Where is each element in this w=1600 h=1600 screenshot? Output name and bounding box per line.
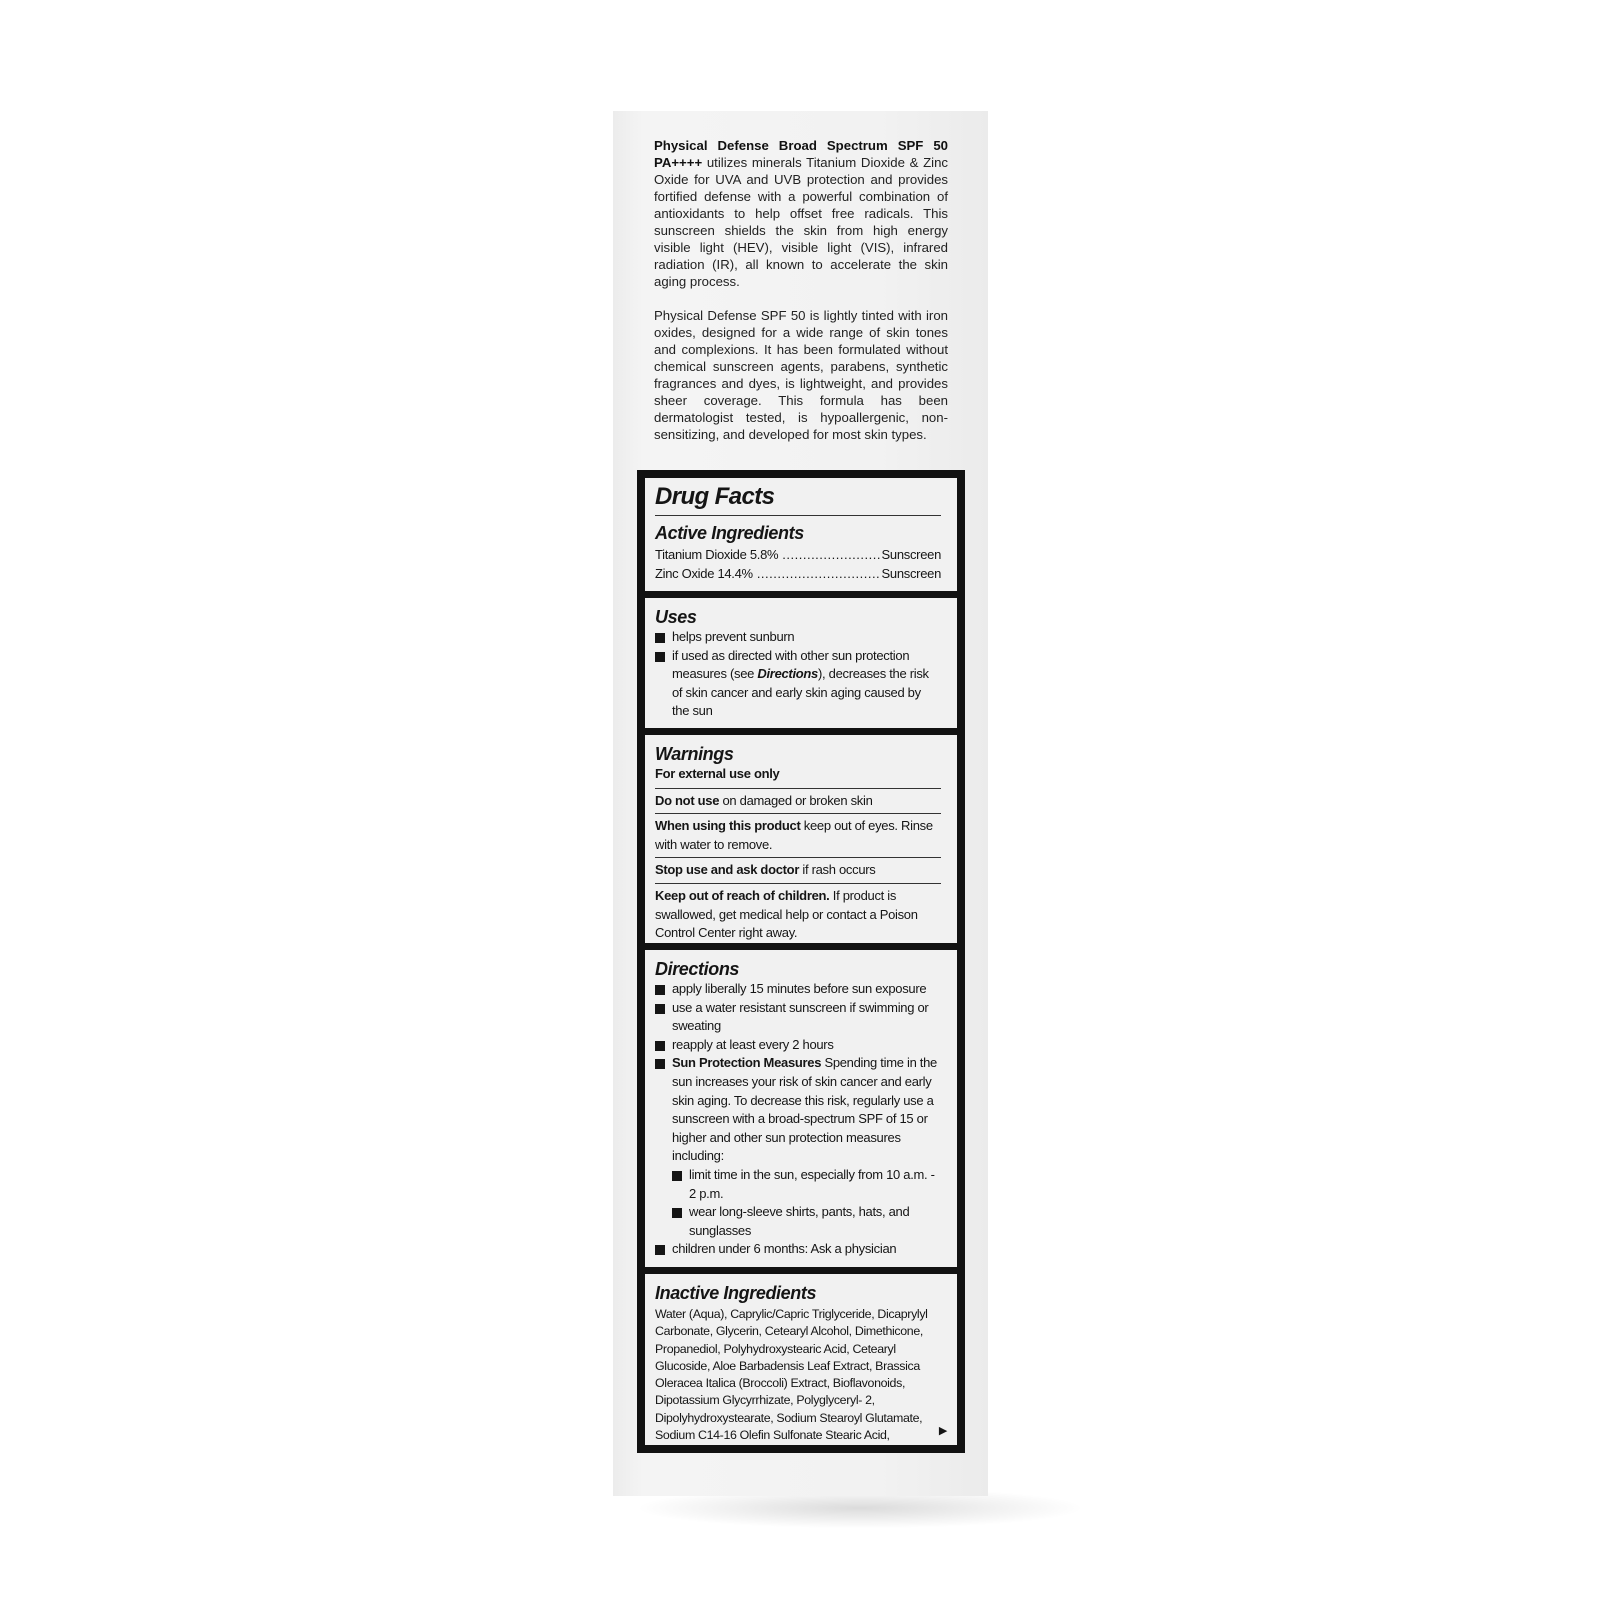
- uses-item: helps prevent sunburn: [655, 628, 941, 647]
- uses-item-text: if used as directed with other sun protection measures (see: [672, 647, 910, 682]
- product-name: Physical Defense Broad Spectrum SPF 50 PA++++: [654, 138, 948, 170]
- warning-text: If product is swallowed, get medical help or contact a Poison Control Center right away.: [655, 887, 918, 941]
- uses-title: Uses: [655, 607, 697, 627]
- product-description: [654, 137, 948, 443]
- directions-item: reapply at least every 2 hours: [655, 1036, 941, 1055]
- warning-text: keep out of eyes. Rinse with water to remove.: [655, 818, 933, 852]
- uses-item: [655, 647, 941, 721]
- warning-heading: Do not use: [655, 792, 720, 808]
- external-use-warning: For external use only: [655, 766, 780, 781]
- leader-dots: [757, 565, 881, 584]
- warning-heading: Stop use and ask doctor: [655, 862, 800, 878]
- leader-dots: [782, 546, 880, 565]
- continue-arrow-icon: ▶: [938, 1425, 947, 1437]
- uses-panel: [645, 598, 957, 728]
- description-paragraph-1: [654, 137, 948, 290]
- warning-text: on damaged or broken skin: [719, 792, 873, 808]
- directions-subitem: limit time in the sun, especially from 10 a.m. - 2 p.m.: [655, 1166, 941, 1203]
- active-ingredients-panel: [645, 478, 957, 591]
- sun-protection-heading: Sun Protection Measures: [672, 1055, 822, 1071]
- drug-facts-label: [637, 470, 965, 1453]
- description-text-1: utilizes minerals Titanium Dioxide & Zinc Oxide for UVA and UVB protection and provides fortified defense with a powerful combination of antioxidants to help offset free radicals. This sunscreen shields the skin from high energy visible light (HEV), visible light (VIS), infrared radiation (IR), all known to accelerate the skin aging process.: [654, 155, 948, 289]
- directions-title: Directions: [655, 959, 740, 979]
- warnings-panel: [645, 735, 957, 943]
- inactive-ingredients-title: Inactive Ingredients: [655, 1283, 817, 1303]
- directions-subitem: wear long-sleeve shirts, pants, hats, and sunglasses: [655, 1203, 941, 1240]
- directions-item: [655, 1054, 941, 1166]
- directions-item: apply liberally 15 minutes before sun exposure: [655, 980, 941, 999]
- ingredient-purpose: Sunscreen: [881, 547, 941, 562]
- directions-item: use a water resistant sunscreen if swimming or sweating: [655, 999, 941, 1036]
- keep-out-of-reach-warning: [655, 883, 941, 943]
- directions-item-text: Spending time in the sun increases your risk of skin cancer and early skin aging. To decrease this risk, regularly use a sunscreen with a broad-spectrum SPF of 15 or higher and other sun protection measures including:: [672, 1055, 937, 1164]
- stop-use-warning: [655, 857, 941, 880]
- ingredient-name: Zinc Oxide 14.4%: [655, 565, 753, 581]
- directions-panel: [645, 950, 957, 1267]
- warning-text: if rash occurs: [799, 862, 876, 878]
- description-paragraph-2: Physical Defense SPF 50 is lightly tinted with iron oxides, designed for a wide range of skin tones and complexions. It has been formulated without chemical sunscreen agents, parabens, synthetic fragrances and dyes, is lightweight, and provides sheer coverage. This formula has been dermatologist tested, is hypoallergenic, non-sensitizing, and developed for most skin types.: [654, 308, 948, 442]
- warning-heading: Keep out of reach of children.: [655, 887, 830, 903]
- inactive-ingredients-list: Water (Aqua), Caprylic/Capric Triglyceride, Dicaprylyl Carbonate, Glycerin, Cetearyl Alcohol, Dimethicone, Propanediol, Polyhydroxystearic Acid, Cetearyl Glucoside, Aloe Barbadensis Leaf Extract, Brassica Oleracea Italica (Broccoli) Extract, Bioflavonoids, Dipotassium Glycyrrhizate, Polyglyceryl- 2, Dipolyhydroxystearate, Sodium Stearoyl Glutamate, Sodium C14-16 Olefin Sulfonate Stearic Acid,: [655, 1307, 928, 1443]
- active-ingredient-row: [655, 546, 941, 565]
- active-ingredient-row: [655, 565, 941, 584]
- do-not-use-warning: [655, 788, 941, 811]
- directions-reference: Directions: [757, 666, 818, 682]
- inactive-ingredients-panel: [645, 1274, 957, 1445]
- directions-item: children under 6 months: Ask a physician: [655, 1240, 941, 1259]
- ingredient-name: Titanium Dioxide 5.8%: [655, 547, 779, 562]
- drug-facts-title: Drug Facts: [655, 482, 941, 516]
- when-using-warning: [655, 813, 941, 854]
- ingredient-purpose: Sunscreen: [881, 565, 941, 581]
- warnings-title: Warnings: [655, 744, 734, 764]
- warning-heading: When using this product: [655, 818, 801, 834]
- active-ingredients-title: Active Ingredients: [655, 523, 804, 543]
- uses-item-text: ), decreases the risk of skin cancer and early skin aging caused by the sun: [672, 666, 929, 719]
